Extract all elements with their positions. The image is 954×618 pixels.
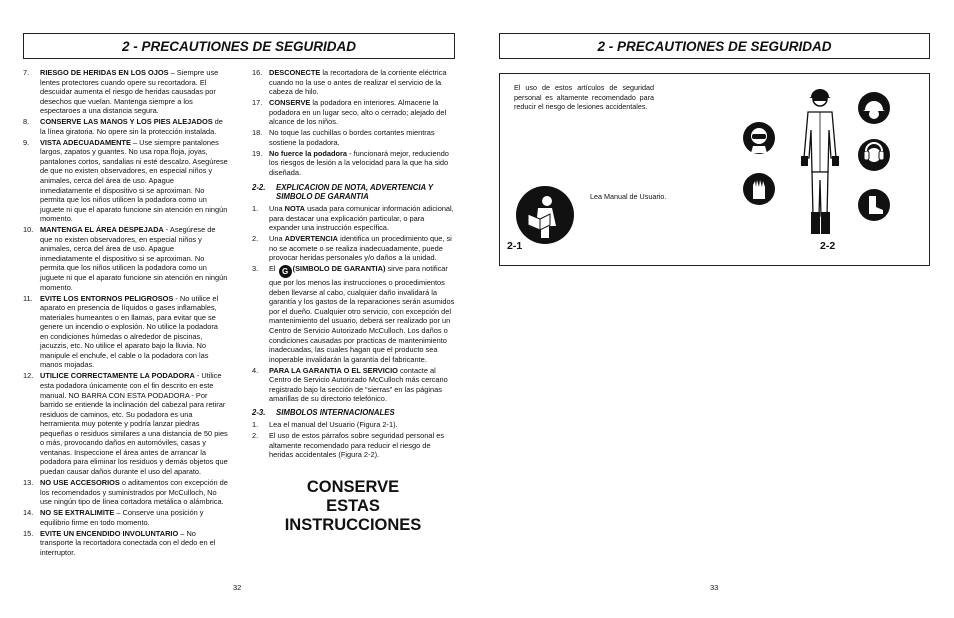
section-header-right (499, 33, 930, 59)
safety-list-item: 14. NO SE EXTRALIMITE – Conserve una posición y equilibrio firme en todo momento. (23, 508, 204, 527)
safety-list-item: 18. No toque las cuchillas o bordes cortantes mientras sostiene la podadora. (252, 128, 435, 147)
list-item-service: 4. PARA LA GARANTIA O EL SERVICIO contacte al Centro de Servicio Autorizado McCulloch más cercano registrado bajo la sección de “sierras” en las páginas amarillas de su directorio telefónico. (252, 365, 448, 404)
section-header-left (23, 33, 455, 59)
symbol-list-item: 2. El uso de estos párrafos sobre seguridad personal es altamente recomendado para reducir el riesgo de heridas accidentales (Figura 2-2). (252, 430, 445, 460)
safety-list-item: 9. VISTA ADECUADAMENTE – Use siempre pantalones largos, zapatos y guantes. No usa ropa floja, joyas, pantalones cortos, sandalias ni esté descalzo. Asegúrese de que no existen observadores, en especial niños y animales, cerca del área de uso. Apague inmediatamente el dispositivo si se aproximan. No permita que los niños utilicen la podadora como un juguete ni que el aparato funcione sin atención en ningún momento. (23, 137, 228, 224)
warranty-g-icon: G (279, 265, 292, 278)
protected-worker-illustration (790, 88, 850, 240)
middle-text-column (252, 68, 455, 461)
safety-list-item: 16. DESCONECTE la recortadora de la corriente eléctrica cuando no la use o antes de realizar el servicio de la cabeza de hilo. (252, 68, 447, 97)
safety-list-item: 7. RIESGO DE HERIDAS EN LOS OJOS – Siempre use lentes protectores cuando opere su recortadora. El descuidar aumenta el riesgo de heridas causadas por desechos que vuelan. Mantenga siempre a los espectaroes a una distancia segura. (23, 68, 219, 116)
safety-list-item: 12. UTILICE CORRECTAMENTE LA PODADORA - Utilice esta podadora únicamente con el fin descrito en este manual. NO BARRA CON ESTA PODADORA - Por barrido se entiende la inclinación del cabezal para retirar residuos de caminos, etc. Su podadora es una herramienta muy potente y podría lanzar piedras pequeñas o residuos similares a una distancia de 50 pies o más, provocando daños en automóviles, casas y ventanas. Inspeccione el área antes de arrancar la podadora para eliminar los residuos y demás objetos que puedan causar daños durante el uso del aparato. (23, 371, 228, 476)
hand-protection-icon (743, 173, 775, 205)
page-number-right: 33 (710, 583, 719, 592)
foot-protection-icon (858, 189, 890, 221)
left-text-column (23, 68, 228, 559)
safety-list-item: 15. EVITE UN ENCENDIDO INVOLUNTARIO – No transporte la recortadora conectada con el dedo en el interruptor. (23, 528, 216, 557)
read-manual-label: Lea Manual de Usuario. (590, 192, 667, 201)
section-title-left: 2 - PRECAUTIONES DE SEGURIDAD (121, 38, 357, 54)
figure-label-2-1: 2-1 (507, 240, 523, 252)
section-heading-2-2: 2-2. EXPLICACION DE NOTA, ADVERTENCIA Y SIMBOLO DE GARANTIA (252, 183, 433, 202)
safety-list-item: 19. No fuerce la podadora - funcionará mejor, reduciendo los riesgos de lesión a la velocidad para la que ha sido diseñada. (252, 148, 449, 177)
eye-protection-icon (743, 122, 775, 154)
list-item-warranty-symbol: 3. El G (SIMBOLO DE GARANTIA) sirve para notificar que por los menos las instrucciones o procedimientos deben llevarse al cabo, cualquier daño invalidará la garantía y los gastos de la reparaciones serán asumidos por el dueño. Cualquier otro servicio, con excepción del mantenimiento del usuario, deberá ser realizado por un Centro de Servicio Autorizado McCulloch. Los daños o condiciones causadas por practicas de mantenimiento inadecuadas, las cuales hagan que el producto sea inoperable invalidarán la garantía del fabricante. (252, 264, 455, 364)
explanation-list-item: 1. Una NOTA usada para comunicar información adicional, para destacar una explicación particular, o para expander una instrucción específica. (252, 204, 454, 233)
figure-label-2-2: 2-2 (820, 240, 836, 252)
explanation-list-item: 2. Una ADVERTENCIA identifica un procedimiento que, si no se acomete o se realiza inadecuadamente, puede provocar heridas personales y/o daños a la unidad. (252, 234, 452, 263)
safety-list-item: 8. CONSERVE LAS MANOS Y LOS PIES ALEJADOS de la línea giratoria. No opere sin la protección instalada. (23, 117, 223, 136)
ear-protection-icon (858, 139, 890, 171)
page-number-left: 32 (233, 583, 242, 592)
figure-caption-text: El uso de estos artículos de seguridad personal es altamente recomendado para reducir el riesgo de lesiones accidentales. (514, 83, 654, 112)
safety-list-item: 11. EVITE LOS ENTORNOS PELIGROSOS - No utilice el aparato en presencia de líquidos o gases inflamables, materiales humeantes o en llamas, para evitar que se genere un incendio o explosión. No utilice la podadora en condiciones húmedas o alrededor de piscinas, jacuzzis, etc. No utilice el aparato bajo la lluvia. No manipule el enchufe, el cable o la podadora con las manos mojadas. (23, 293, 219, 370)
safety-list-item: 10. MANTENGA EL ÁREA DESPEJADA - Asegúrese de que no existen observadores, en especial niños y animales, cerca del área de uso. Apague inmediatamente el dispositivo si se aproximan. No permita que los niños utilicen la podadora como un juguete ni que el aparato funcione sin atención en ningún momento. (23, 225, 228, 292)
safety-figure-box (499, 73, 930, 266)
safety-list-item: 17. CONSERVE la podadora en interiores. Almacene la podadora en un lugar seco, alto o cerrado; alejado del alcance de los niños. (252, 98, 447, 127)
head-protection-icon (858, 92, 890, 124)
section-heading-2-3: 2-3. SIMBOLOS INTERNACIONALES (252, 407, 395, 417)
symbol-list-item: 1. Lea el manual del Usuario (Figura 2-1). (252, 419, 398, 429)
read-manual-icon (516, 186, 574, 244)
section-title-right: 2 - PRECAUTIONES DE SEGURIDAD (597, 38, 832, 54)
keep-instructions-heading: CONSERVE ESTAS INSTRUCCIONES (284, 478, 422, 534)
safety-list-item: 13. NO USE ACCESORIOS o aditamentos con excepción de los recomendados y suministrados por McCulloch, No use ningún tipo de línea cortadora metálica o alámbrica. (23, 477, 228, 507)
